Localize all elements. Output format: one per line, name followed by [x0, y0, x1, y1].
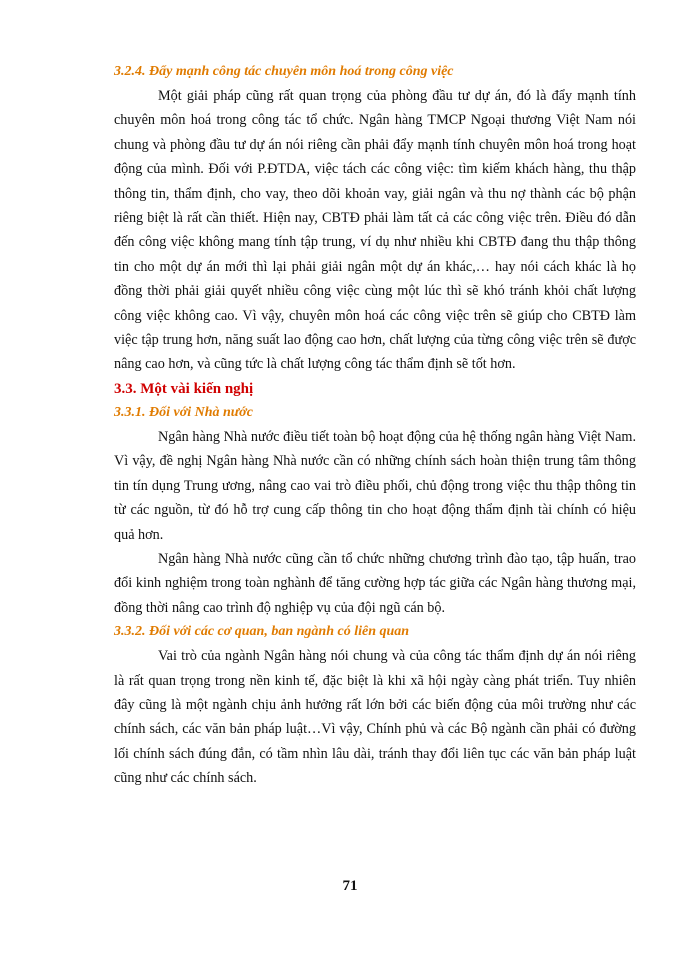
page-number: 71	[342, 878, 358, 894]
paragraph-state-bank-2: Ngân hàng Nhà nước cũng cần tổ chức những chương trình đào tạo, tập huấn, trao đổi kinh nghiệm trong toàn nghành để tăng cường hợp tác giữa các Ngân hàng thương mại, đồng thời nâng cao trình độ nghiệp vụ của đội ngũ cán bộ.	[114, 550, 636, 616]
paragraph-agencies: Vai trò của ngành Ngân hàng nói chung và của công tác thẩm định dự án nói riêng là rất quan trọng trong nền kinh tế, đặc biệt là khi xã hội ngày càng phát triển. Tuy nhiên đây cũng là một ngành chịu ảnh hưởng rất lớn bởi các biến động của môi trường như các chính sách, các văn bản pháp luật…Vì vậy, Chính phủ và các Bộ ngành cần phải có đường lối chính sách đúng đắn, có tầm nhìn lâu dài, tránh thay đổi liên tục các văn bản pháp luật cũng như các chính sách.	[114, 648, 636, 787]
paragraph-specialization: Một giải pháp cũng rất quan trọng của phòng đầu tư dự án, đó là đẩy mạnh tính chuyên môn hoá trong công tác tổ chức. Ngân hàng TMCP Ngoại thương Việt Nam nói chung và phòng đầu tư dự án nói riêng cần phải đẩy mạnh tính chuyên môn hoá trong hoạt động của mình. Đối với P.ĐTDA, việc tách các công việc: tìm kiếm khách hàng, thu thập thông tin, thẩm định, cho vay, theo dõi khoản vay, giải ngân và thu nợ thành các bộ phận riêng biệt là rất cần thiết. Hiện nay, CBTĐ phải làm tất cả các công việc trên. Điều đó dẫn đến công việc không mang tính tập trung, ví dụ như nhiều khi CBTĐ đang thu thập thông tin cho một dự án mới thì lại phải giải ngân một dự án khác,… hay nói cách khác là họ đồng thời phải giải quyết nhiều công việc cùng một lúc thì sẽ khó tránh khỏi chất lượng công việc không cao. Vì vậy, chuyên môn hoá các công việc trên sẽ giúp cho CBTĐ làm việc tập trung hơn, năng suất lao động cao hơn, chất lượng của từng công việc trên sẽ được nâng cao hơn, và cũng tức là chất lượng công tác thẩm định sẽ tốt hơn.	[114, 88, 636, 373]
heading-3-3-2: 3.3.2. Đối với các cơ quan, ban ngành có liên quan	[114, 624, 410, 640]
heading-3-2-4: 3.2.4. Đẩy mạnh công tác chuyên môn hoá trong công việc	[114, 64, 454, 79]
paragraph-state-bank-1: Ngân hàng Nhà nước điều tiết toàn bộ hoạt động của hệ thống ngân hàng Việt Nam. Vì vậy, đề nghị Ngân hàng Nhà nước cần có những chính sách hoàn thiện trung tâm thông tin tín dụng Trung ương, nâng cao vai trò điều phối, chủ động trong việc thu thập thông tin từ các nguồn, từ đó hỗ trợ cung cấp thông tin cho hoạt động thẩm định tài chính có hiệu quả hơn.	[114, 428, 636, 543]
heading-3-3-1: 3.3.1. Đối với Nhà nước	[114, 404, 253, 420]
heading-3-3: 3.3. Một vài kiến nghị	[114, 380, 254, 397]
page-content	[114, 60, 636, 791]
